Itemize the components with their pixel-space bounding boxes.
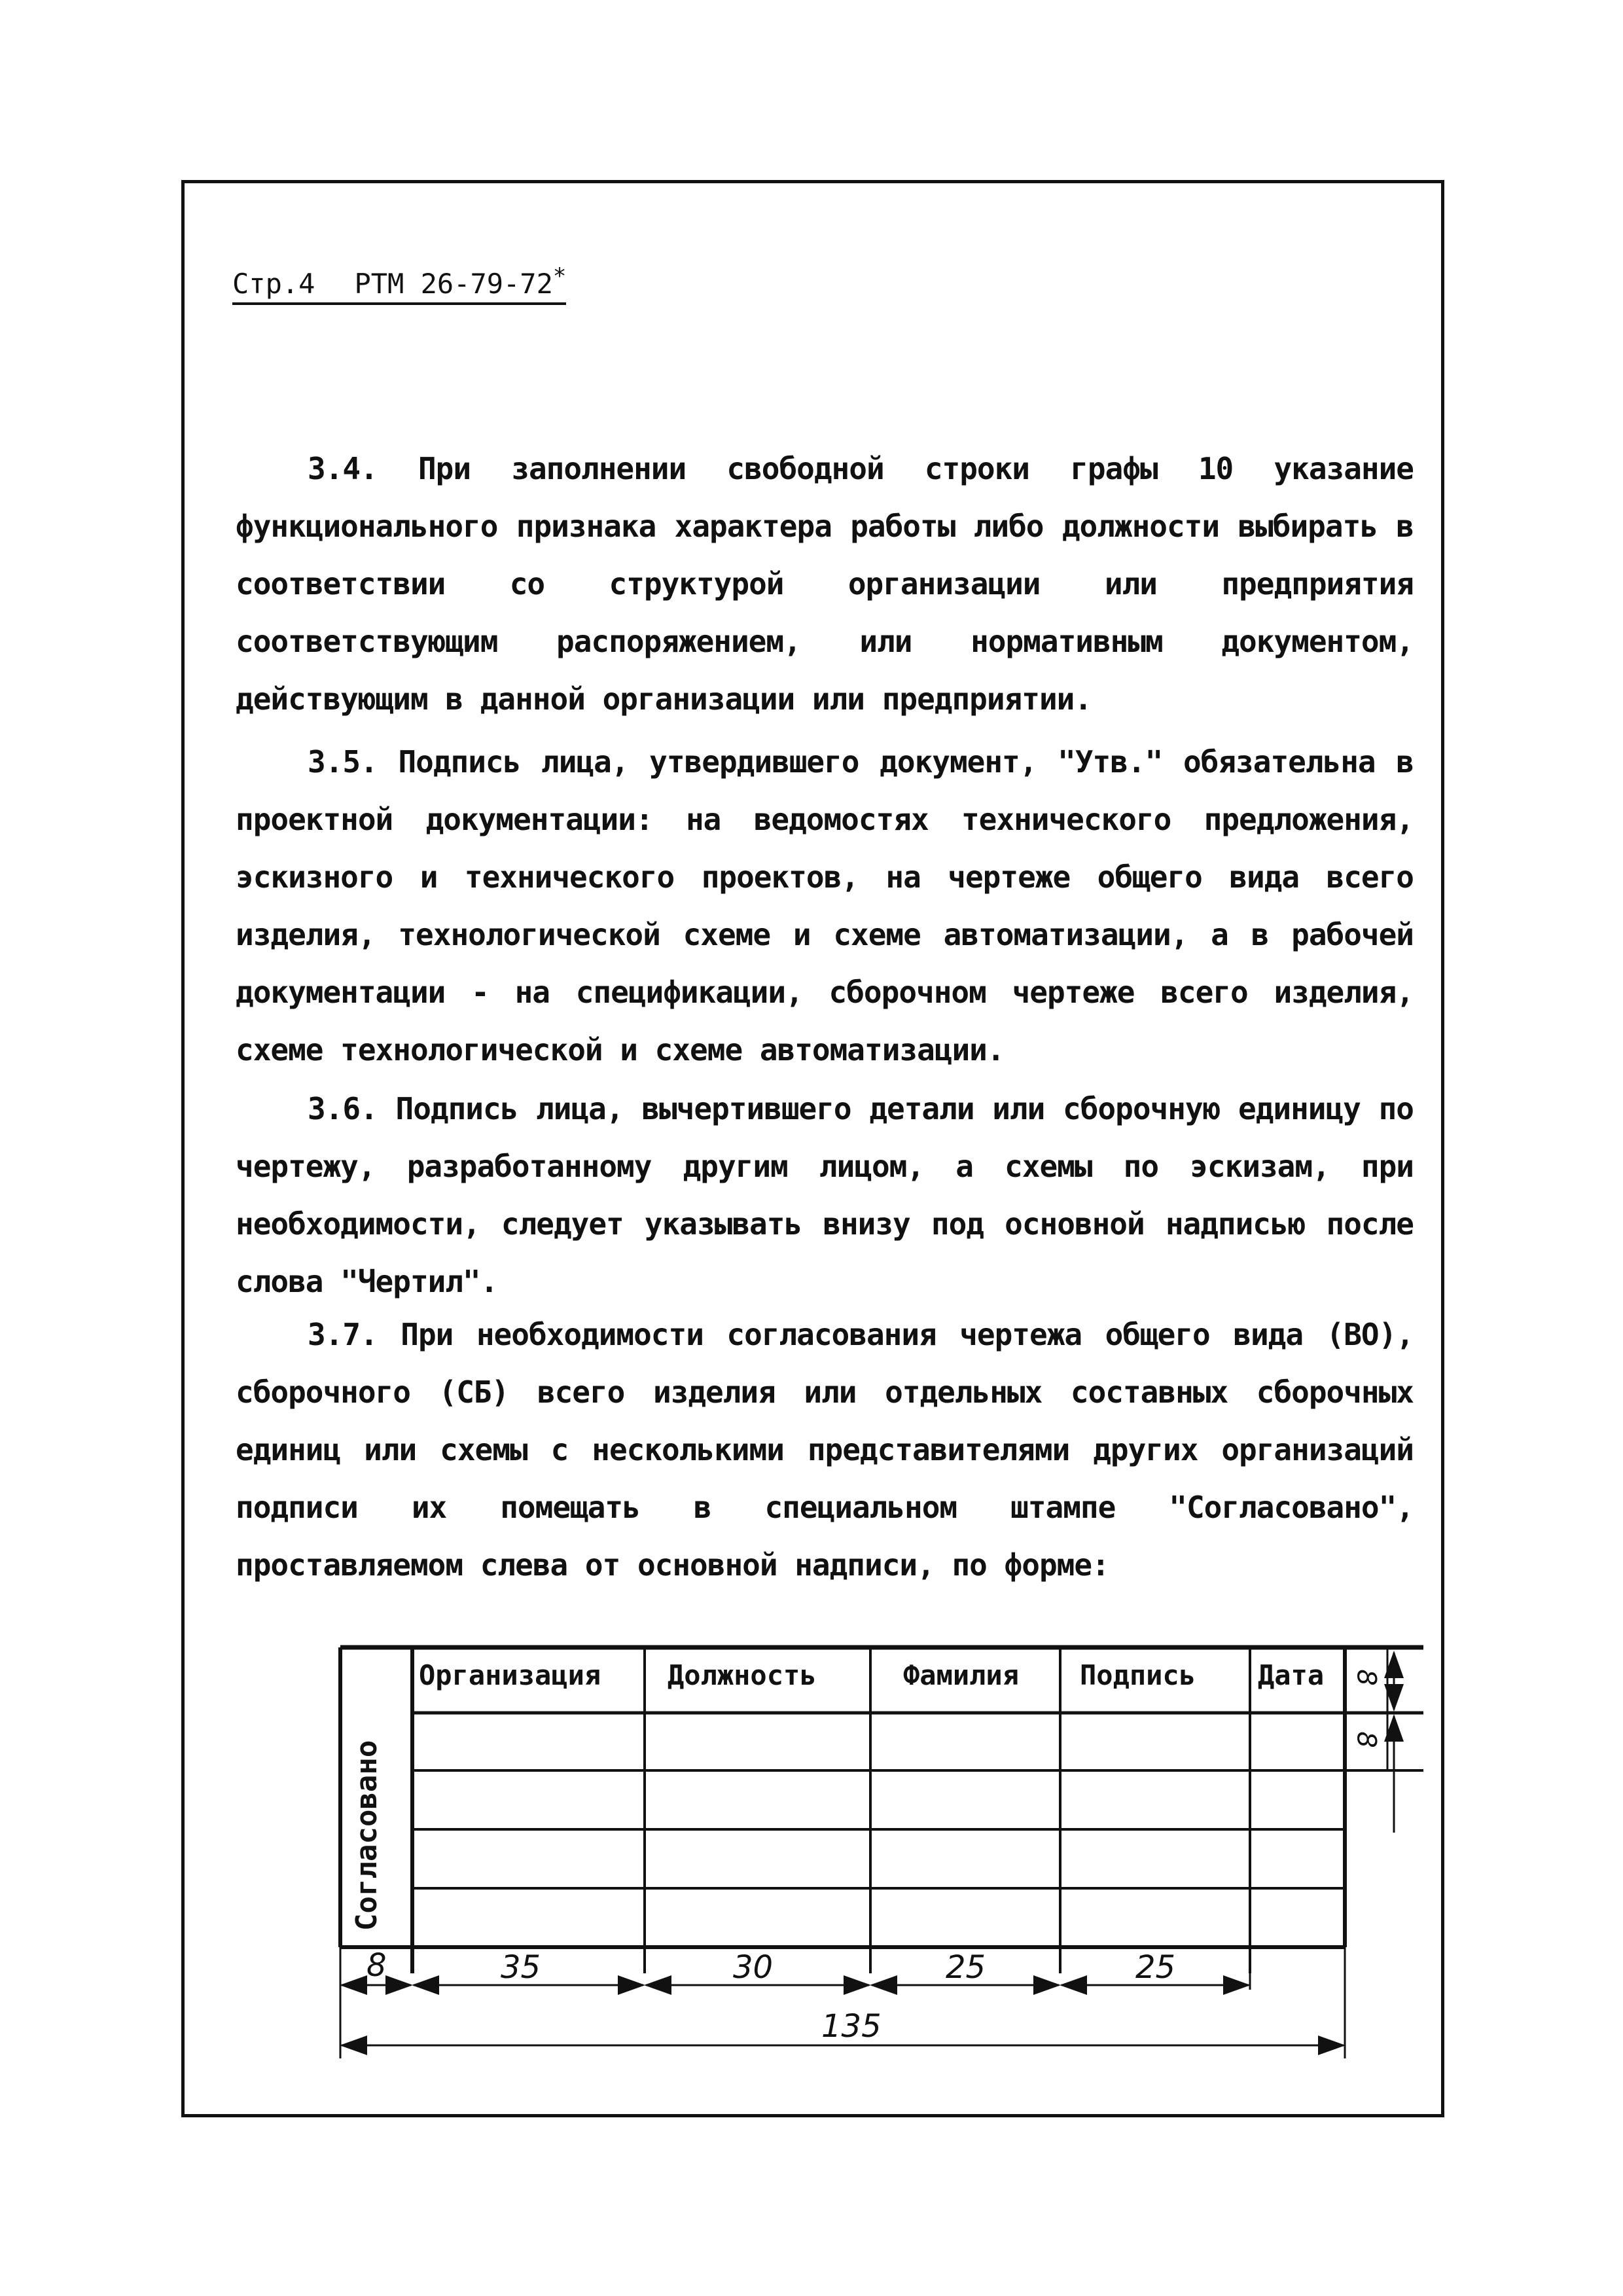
dimension-col-3: 30 — [733, 1949, 774, 1986]
paragraph-3-4: 3.4. При заполнении свободной строки графы 10 указание функционального признака характера работы либо должности выбирать в соответствии со структурой организации или предприятия соответствующим распоряжением, или нормативным документом, действующим в данной организации или предприятии. — [236, 451, 1414, 717]
page-header — [232, 263, 566, 305]
column-header-organization: Организация — [419, 1659, 601, 1691]
dimension-col-5: 25 — [1135, 1949, 1176, 1986]
stamp-side-label: Согласовано — [350, 1740, 383, 1931]
revision-mark: * — [552, 263, 567, 289]
column-header-date: Дата — [1258, 1659, 1325, 1691]
dimension-col-2: 35 — [501, 1949, 541, 1986]
dimension-data-row: 8 — [1351, 1731, 1382, 1748]
column-header-signature: Подпись — [1080, 1659, 1196, 1691]
document-code: РТМ 26-79-72 — [354, 268, 553, 300]
dimension-col-1: 8 — [366, 1947, 387, 1984]
paragraph-3-7: 3.7. При необходимости согласования чертежа общего вида (ВО), сборочного (СБ) всего изделия или отдельных составных сборочных единиц или схемы с несколькими представителями других организаций подписи их помещать в специальном штампе "Согласовано", проставляемом слева от основной надписи, по форме: — [236, 1317, 1414, 1583]
column-header-surname: Фамилия — [903, 1659, 1020, 1691]
paragraph-3-5: 3.5. Подпись лица, утвердившего документ, "Утв." обязательна в проектной документации: на ведомостях технического предложения, эскизного и технического проектов, на чертеже общего вида всего изделия, технологической схеме и схеме автоматизации, а в рабочей документации - на спецификации, сборочном чертеже всего изделия, схеме технологической и схеме автоматизации. — [236, 744, 1414, 1067]
column-header-position: Должность — [668, 1659, 817, 1691]
dimension-header-row: 8 — [1351, 1669, 1382, 1686]
dimension-total: 135 — [821, 2008, 882, 2045]
dimension-col-4: 25 — [946, 1949, 986, 1986]
paragraph-3-6: 3.6. Подпись лица, вычертившего детали или сборочную единицу по чертежу, разработанному другим лицом, а схемы по эскизам, при необходимости, следует указывать внизу под основной надписью после слова "Чертил". — [236, 1091, 1414, 1299]
page-number: Стр.4 — [232, 268, 315, 300]
